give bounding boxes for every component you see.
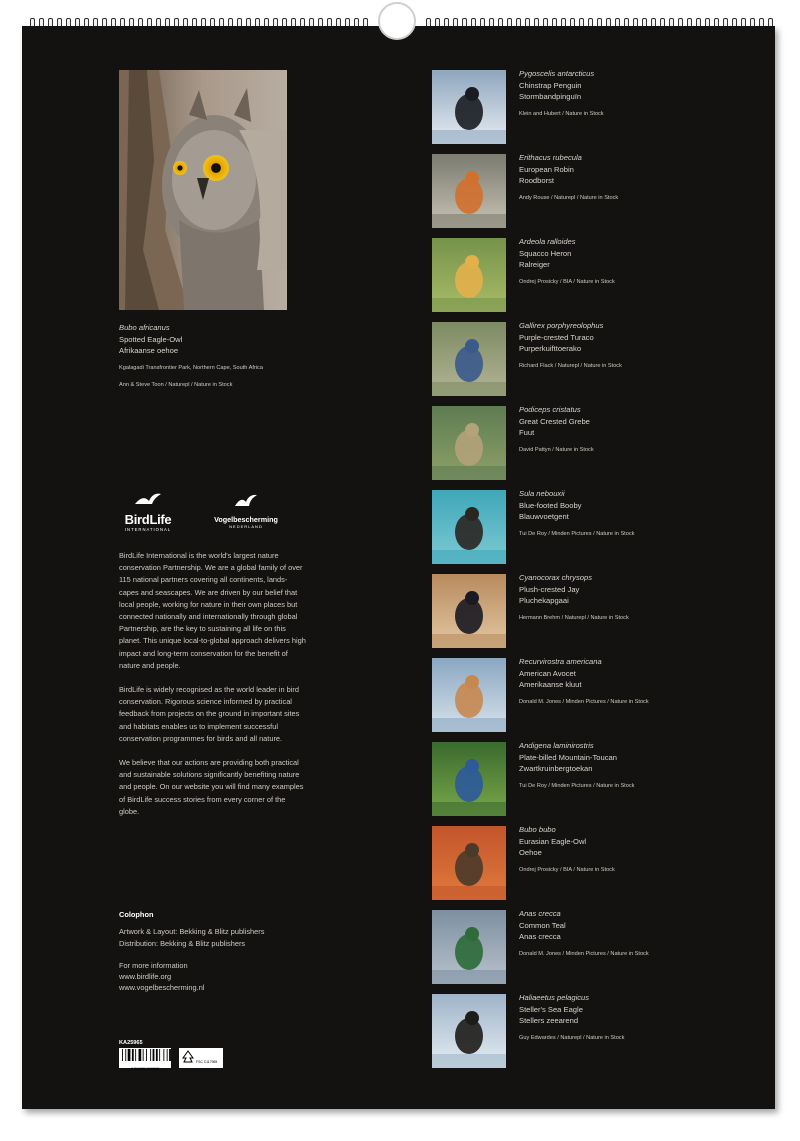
bird-dutch-name: Fuut [519,428,535,437]
bird-english-name: Plate-billed Mountain-Toucan [519,752,617,762]
bird-caption [519,824,739,876]
bird-english-name: Great Crested Grebe [519,416,590,426]
bird-photo [432,322,506,396]
bird-photo [432,238,506,312]
bird-latin-name: Cyanocorax chrysops [519,573,593,582]
feature-photo-spotted-eagle-owl [119,70,287,310]
bird-caption [519,992,739,1044]
bird-credit: David Pattyn / Nature in Stock [519,446,594,453]
feature-credit: Ann & Steve Toon / Naturepl / Nature in Stock [119,382,233,388]
bird-caption [519,740,739,792]
bird-credit: Tui De Roy / Minden Pictures / Nature in Stock [519,782,635,789]
barcode-bar [146,1049,147,1061]
bird-latin-name: Bubo bubo [519,825,556,834]
feature-location: Kgalagadi Transfrontier Park, Northern Cape, South Africa [119,364,263,371]
bird-english-name: Common Teal [519,920,566,930]
bird-latin-name: Ardeola ralloides [519,237,576,246]
barcode-bar [132,1049,134,1061]
bird-photo [432,658,506,732]
bird-photo [432,574,506,648]
bird-credit: Tui De Roy / Minden Pictures / Nature in Stock [519,530,635,537]
barcode-bar [139,1049,142,1061]
bird-photo [432,826,506,900]
colophon-distribution: Distribution: Bekking & Blitz publishers [119,938,246,948]
barcode [119,1048,171,1071]
bird-latin-name: Anas crecca [519,909,561,918]
barcode-bar [153,1049,155,1061]
barcode-bar [143,1049,144,1061]
colophon-website-vogelbescherming[interactable]: www.vogelbescherming.nl [119,983,205,993]
fsc-tree-icon [181,1050,195,1064]
bird-english-name: European Robin [519,164,574,174]
bird-caption [519,488,739,540]
bird-dutch-name: Zwartkruinbergtoekan [519,764,593,773]
bird-credit: Ondrej Prosicky / BIA / Nature in Stock [519,866,615,873]
bird-caption [519,68,739,120]
bird-credit: Andy Rouse / Naturepl / Nature in Stock [519,194,619,201]
bird-dutch-name: Oehoe [519,848,542,857]
colophon-artwork: Artwork & Layout: Bekking & Blitz publishers [119,927,265,937]
bird-caption [519,152,739,204]
barcode-bar [169,1049,171,1061]
birdlife-bird-icon [133,492,163,508]
bird-credit: Klein and Hubert / Nature in Stock [519,110,604,117]
barcode-bar [167,1049,168,1061]
bird-photo [432,742,506,816]
birdlife-wordmark: BirdLife [124,512,172,527]
bird-latin-name: Recurvirostra americana [519,657,602,666]
bird-credit: Hermann Brehm / Naturepl / Nature in Stock [519,614,629,621]
bird-latin-name: Erithacus rubecula [519,153,582,162]
bird-english-name: Purple-crested Turaco [519,332,594,342]
bird-photo [432,406,506,480]
bird-dutch-name: Purperkuifttoerako [519,344,582,353]
bird-caption [519,236,739,288]
colophon [119,909,339,994]
bird-photo [432,994,506,1068]
vogelbescherming-bird-icon [233,492,259,510]
colophon-website-birdlife[interactable]: www.birdlife.org [119,972,172,982]
birdlife-subtitle: INTERNATIONAL [124,527,172,532]
feature-latin-name: Bubo africanus [119,323,170,332]
barcode-bar [128,1049,131,1061]
bird-caption [519,908,739,960]
bird-dutch-name: Stormbandpinguïn [519,92,582,101]
birdlife-description [119,550,307,830]
bird-photo [432,154,506,228]
bird-caption [519,404,739,456]
barcode-bar [135,1049,136,1061]
bird-caption [519,320,739,372]
bird-dutch-name: Pluchekapgaai [519,596,569,605]
bird-photo [432,490,506,564]
bird-credit: Richard Flack / Naturepl / Nature in Stock [519,362,622,369]
paragraph-2: BirdLife is widely recognised as the world leader in bird conservation. Rigorous science informed by practical feedback from projects on the ground in important sites and habitats enables us to implement successful conservation programmes for birds and all nature. [119,685,300,743]
barcode-bar [159,1049,160,1061]
bird-english-name: Chinstrap Penguin [519,80,582,90]
bird-english-name: Blue-footed Booby [519,500,582,510]
bird-dutch-name: Stellers zeearend [519,1016,579,1025]
bird-dutch-name: Amerikaanse kluut [519,680,582,689]
product-code: KA25965 [119,1040,143,1046]
paragraph-3: We believe that our actions are providing both practical and sustainable solutions significantly benefiting nature and people. On our website you will find many examples of BirdLife success stories from every corner of the globe. [119,758,304,816]
bird-latin-name: Gallirex porphyreolophus [519,321,604,330]
vogelbescherming-subtitle: NEDERLAND [229,524,263,529]
bird-english-name: Steller's Sea Eagle [519,1004,583,1014]
bird-latin-name: Haliaeetus pelagicus [519,993,590,1002]
bird-dutch-name: Ralreiger [519,260,550,269]
paragraph-1: BirdLife International is the world's largest nature conservation Partnership. We are a global family of over 115 national partners covering all continents, lands-capes and seascapes. We are driven by our belief that local people, working for nature in their own places but connected nationally and internationally through global Partnership, are the key to sustaining all life on this planet. This unique local-to-global approach delivers high impact and long-term conservation for the benefit of nature and people. [119,551,306,670]
barcode-bar [122,1049,123,1061]
bird-caption [519,656,739,708]
feature-english-name: Spotted Eagle-Owl [119,334,183,344]
bird-dutch-name: Anas crecca [519,932,561,941]
bird-latin-name: Pygoscelis antarcticus [519,69,595,78]
feature-dutch-name: Afrikaanse oehoe [119,346,179,355]
bird-credit: Guy Edwardes / Naturepl / Nature in Stock [519,1034,625,1041]
bird-english-name: Squacco Heron [519,248,572,258]
bird-latin-name: Sula nebouxii [519,489,565,498]
fsc-code: FSC C117965 [196,1060,218,1064]
bird-dutch-name: Blauwvoetgent [519,512,569,521]
bird-photo [432,70,506,144]
colophon-more-info: For more information [119,960,188,970]
bird-photo [432,910,506,984]
bird-credit: Donald M. Jones / Minden Pictures / Nature in Stock [519,950,649,957]
bird-dutch-name: Roodborst [519,176,555,185]
barcode-bars [119,1048,171,1062]
vogelbescherming-logo [206,492,286,529]
bird-credit: Ondrej Prosicky / BIA / Nature in Stock [519,278,615,285]
bird-latin-name: Podiceps cristatus [519,405,581,414]
vogelbescherming-wordmark: Vogelbescherming [214,515,278,524]
barcode-bar [125,1049,126,1061]
hanger-hook [378,2,416,40]
bird-english-name: Plush-crested Jay [519,584,580,594]
fsc-label [179,1048,223,1068]
bird-english-name: American Avocet [519,668,576,678]
bird-credit: Donald M. Jones / Minden Pictures / Nature in Stock [519,698,649,705]
colophon-heading: Colophon [119,910,154,919]
barcode-number: 8 716951 360002 [131,1067,159,1071]
barcode-bar [163,1049,164,1061]
barcode-bar [156,1049,158,1061]
feature-caption [119,322,319,392]
birdlife-logo [120,492,176,532]
bird-caption [519,572,739,624]
barcode-bar [150,1049,151,1061]
calendar-back-page [22,26,775,1109]
bird-latin-name: Andigena laminirostris [519,741,594,750]
bird-english-name: Eurasian Eagle-Owl [519,836,587,846]
